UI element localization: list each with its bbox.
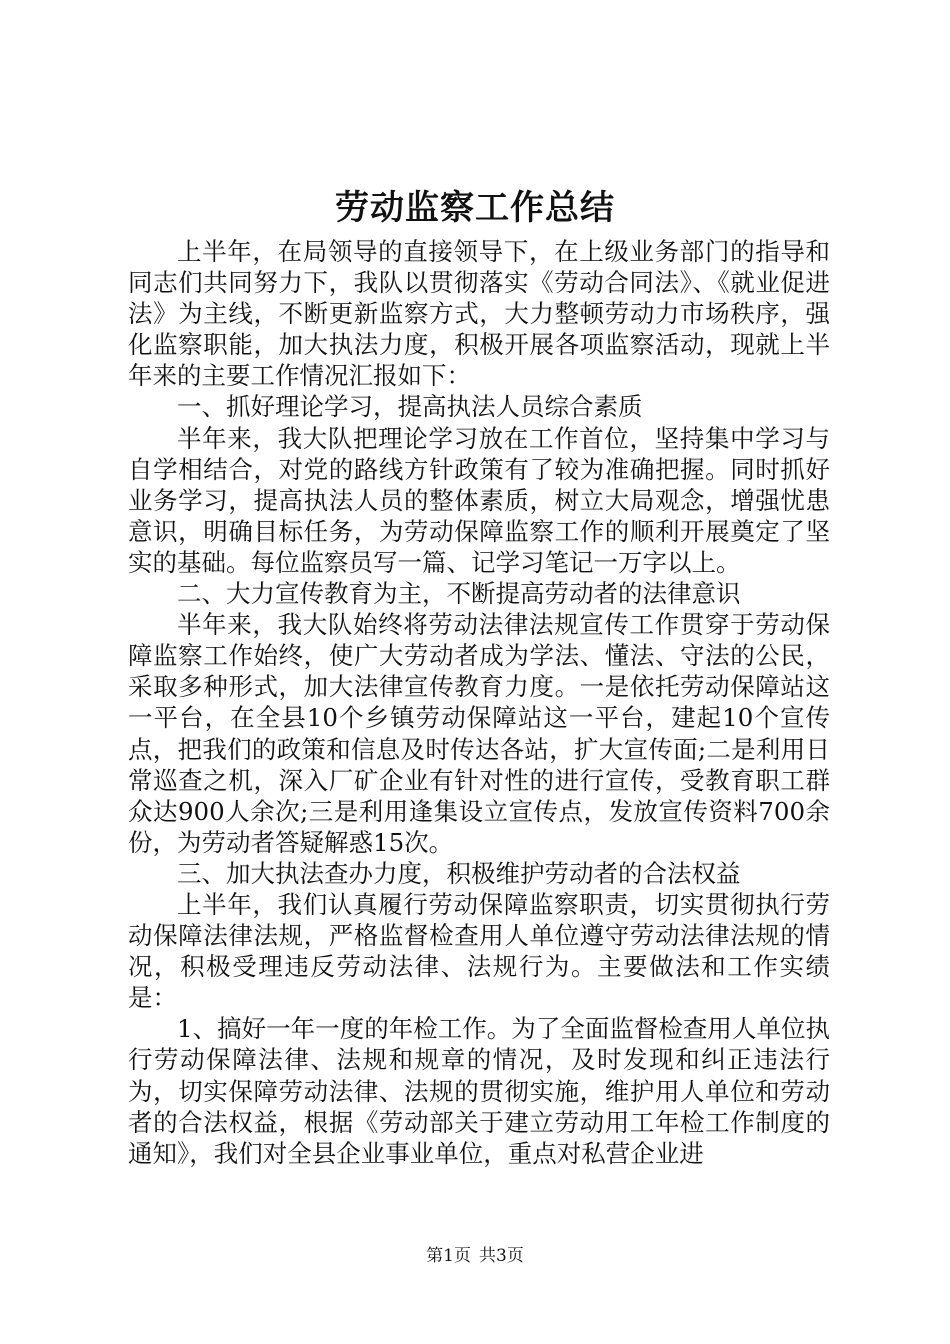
intro-paragraph: 上半年，在局领导的直接领导下，在上级业务部门的指导和同志们共同努力下，我队以贯彻落实《劳动合同法》、《就业促进法》为主线，不断更新监察方式，大力整顿劳动力市场秩序，强化监察职能，加大执法力度，积极开展各项监察活动，现就上半年来的主要工作情况汇报如下： <box>128 237 830 391</box>
section-2-paragraph: 半年来，我大队始终将劳动法律法规宣传工作贯穿于劳动保障监察工作始终，使广大劳动者成为学法、懂法、守法的公民，采取多种形式，加大法律宣传教育力度。一是依托劳动保障站这一平台，在全县10个乡镇劳动保障站这一平台，建起10个宣传点，把我们的政策和信息及时传达各站，扩大宣传面;二是利用日常巡查之机，深入厂矿企业有针对性的进行宣传，受教育职工群众达900人余次;三是利用逢集设立宣传点，发放宣传资料700余份，为劳动者答疑解惑15次。 <box>128 610 830 857</box>
section-heading-1: 一、抓好理论学习，提高执法人员综合素质 <box>177 392 643 422</box>
document-title: 劳动监察工作总结 <box>335 188 615 228</box>
section-3-item-1-paragraph: 1、搞好一年一度的年检工作。为了全面监督检查用人单位执行劳动保障法律、法规和规章的情况，及时发现和纠正违法行为，切实保障劳动法律、法规的贯彻实施，维护用人单位和劳动者的合法权益，根据《劳动部关于建立劳动用工年检工作制度的通知》，我们对全县企业事业单位，重点对私营企业进 <box>128 1014 830 1168</box>
page-number: 第1页 <box>426 1246 471 1266</box>
section-heading-2: 二、大力宣传教育为主，不断提高劳动者的法律意识 <box>177 579 741 609</box>
section-heading-3: 三、加大执法查办力度，积极维护劳动者的合法权益 <box>177 858 741 888</box>
section-1-paragraph: 半年来，我大队把理论学习放在工作首位，坚持集中学习与自学相结合，对党的路线方针政策有了较为准确把握。同时抓好业务学习，提高执法人员的整体素质，树立大局观念，增强忧患意识，明确目标任务，为劳动保障监察工作的顺利开展奠定了坚实的基础。每位监察员写一篇、记学习笔记一万字以上。 <box>128 423 830 577</box>
page-total: 共3页 <box>479 1246 524 1266</box>
document-body <box>128 236 830 1169</box>
page-footer <box>0 1244 950 1268</box>
section-3-paragraph: 上半年，我们认真履行劳动保障监察职责，切实贯彻执行劳动保障法律法规，严格监督检查用人单位遵守劳动法律法规的情况，积极受理违反劳动法律、法规行为。主要做法和工作实绩是： <box>128 889 830 1013</box>
